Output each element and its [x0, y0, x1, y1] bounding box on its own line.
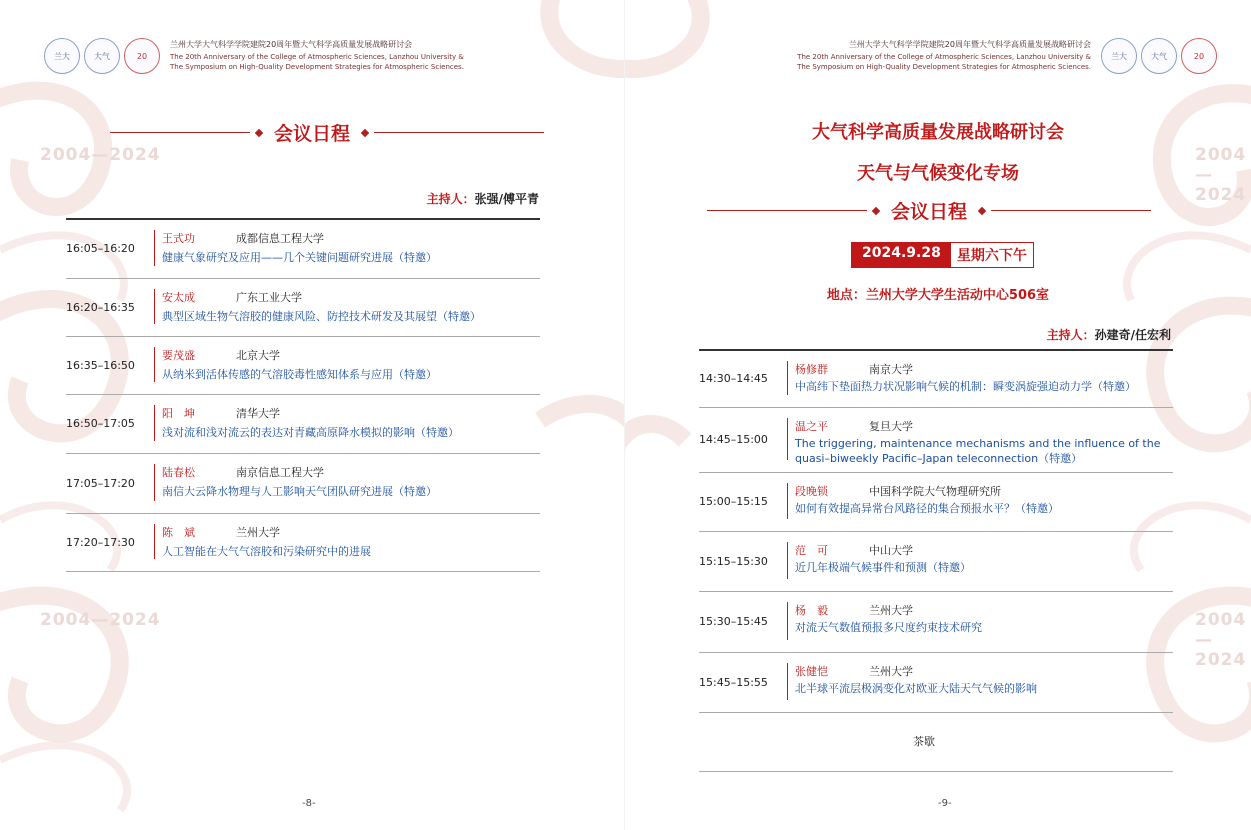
- session-title: 天气与气候变化专场: [857, 163, 1019, 184]
- header-text: [797, 40, 1091, 72]
- header-text: [170, 40, 464, 72]
- schedule-row: [699, 351, 1173, 408]
- date-value: 2024.9.28: [852, 243, 951, 267]
- page-right: [625, 0, 1251, 830]
- logo-group: [44, 38, 160, 74]
- talk-title: 近几年极端气候事件和预测（特邀）: [795, 561, 971, 574]
- talk-title: quasi–biweekly Pacific–Japan teleconnection（特邀）: [795, 452, 1083, 465]
- schedule-row: [699, 532, 1173, 592]
- speaker-institution: 北京大学: [236, 349, 280, 362]
- schedule-row: [66, 395, 540, 454]
- page-number: -8-: [302, 798, 316, 809]
- section-title: [707, 197, 1151, 224]
- speaker-marker: [787, 418, 788, 460]
- diamond-icon: [978, 206, 986, 214]
- schedule-row: [66, 454, 540, 514]
- speaker-institution: 中山大学: [869, 544, 913, 557]
- diamond-icon: [361, 128, 369, 136]
- header-title-zh: 兰州大学大气科学学院建院20周年暨大气科学高质量发展战略研讨会: [170, 40, 413, 49]
- time-slot: 14:30–14:45: [699, 372, 768, 385]
- section-title-text: 会议日程: [891, 201, 968, 223]
- schedule-row: [699, 592, 1173, 653]
- header-title-en-1: The 20th Anniversary of the College of Atmospheric Sciences, Lanzhou University &: [797, 53, 1091, 61]
- time-slot: 14:45–15:00: [699, 433, 768, 446]
- university-logo: 兰大: [44, 38, 80, 74]
- tea-break: 茶歇: [913, 735, 935, 748]
- speaker-institution: 中国科学院大气物理研究所: [869, 485, 1001, 498]
- host-line: [427, 190, 539, 207]
- speaker-name: 陆春松: [162, 466, 195, 479]
- speaker-name: 杨 毅: [795, 604, 828, 617]
- time-slot: 16:35–16:50: [66, 358, 135, 372]
- speaker-marker: [787, 542, 788, 579]
- page-number: -9-: [938, 798, 952, 809]
- talk-title: 如何有效提高异常台风路径的集合预报水平？（特邀）: [795, 502, 1059, 515]
- speaker-marker: [154, 524, 155, 559]
- speaker-name: 温之平: [795, 420, 828, 433]
- speaker-institution: 成都信息工程大学: [236, 232, 324, 245]
- anniversary-logo: 20: [124, 38, 160, 74]
- watermark-year: 2004—2024: [40, 610, 161, 630]
- speaker-name: 陈 斌: [162, 526, 195, 539]
- speaker-marker: [154, 289, 155, 324]
- speaker-marker: [787, 361, 788, 395]
- schedule-row: [699, 473, 1173, 532]
- speaker-marker: [787, 602, 788, 640]
- header-title-en-1: The 20th Anniversary of the College of Atmospheric Sciences, Lanzhou University &: [170, 53, 464, 61]
- speaker-name: 杨修群: [795, 363, 828, 376]
- date-badge: [851, 242, 1034, 268]
- time-slot: 16:05–16:20: [66, 242, 135, 255]
- host-line: [1047, 326, 1171, 343]
- speaker-marker: [154, 405, 155, 441]
- host-label: 主持人：: [1046, 328, 1095, 342]
- schedule-row: [66, 220, 540, 279]
- speaker-marker: [154, 347, 155, 382]
- host-names: 孙建奇/任宏利: [1094, 328, 1171, 342]
- speaker-marker: [787, 663, 788, 700]
- time-slot: 15:30–15:45: [699, 615, 768, 628]
- schedule-table: [66, 218, 540, 572]
- header-title-zh: 兰州大学大气科学学院建院20周年暨大气科学高质量发展战略研讨会: [848, 40, 1091, 49]
- time-slot: 16:50–17:05: [66, 417, 135, 430]
- speaker-name: 要茂盛: [162, 349, 195, 362]
- talk-title: 人工智能在大气气溶胶和污染研究中的进展: [162, 545, 371, 558]
- speaker-institution: 广东工业大学: [236, 291, 302, 304]
- speaker-marker: [154, 230, 155, 266]
- talk-title: 南信大云降水物理与人工影响天气团队研究进展（特邀）: [162, 485, 437, 498]
- header-title-en-2: The Symposium on High-Quality Development Strategies for Atmospheric Sciences.: [170, 63, 464, 71]
- university-logo: 兰大: [1101, 38, 1137, 74]
- talk-title: The triggering, maintenance mechanisms and the influence of the: [795, 437, 1161, 450]
- time-slot: 15:45–15:55: [699, 675, 768, 689]
- header: [797, 38, 1217, 74]
- venue-line: 地点：兰州大学大学生活动中心506室: [826, 288, 1050, 303]
- schedule-rows: [699, 351, 1173, 713]
- speaker-name: 安太成: [162, 291, 195, 304]
- time-slot: 15:15–15:30: [699, 554, 768, 568]
- host-names: 张强/傅平青: [474, 192, 539, 206]
- section-title-text: 会议日程: [274, 123, 351, 145]
- time-slot: 17:05–17:20: [66, 476, 135, 490]
- speaker-name: 阳 坤: [162, 407, 195, 420]
- watermark-year: 2004—2024: [1195, 610, 1247, 670]
- speaker-institution: 兰州大学: [869, 604, 913, 617]
- watermark-year: 2004—2024: [1195, 145, 1247, 205]
- time-slot: 15:00–15:15: [699, 495, 768, 508]
- talk-title: 中高纬下垫面热力状况影响气候的机制：瞬变涡旋强迫动力学（特邀）: [795, 380, 1136, 393]
- diamond-icon: [872, 206, 880, 214]
- weekday-value: 星期六下午: [956, 248, 1027, 264]
- schedule-table: [699, 349, 1173, 772]
- speaker-institution: 南京信息工程大学: [236, 466, 324, 479]
- watermark-year: 2004—2024: [40, 145, 161, 165]
- time-slot: 16:20–16:35: [66, 300, 135, 314]
- schedule-row: [66, 279, 540, 337]
- header: [44, 38, 464, 74]
- schedule-row: [699, 408, 1173, 473]
- anniversary-logo: 20: [1181, 38, 1217, 74]
- speaker-name: 张健恺: [795, 665, 828, 678]
- talk-title: 从纳米到活体传感的气溶胶毒性感知体系与应用（特邀）: [162, 368, 437, 381]
- speaker-institution: 复旦大学: [869, 420, 913, 433]
- speaker-marker: [154, 464, 155, 501]
- college-logo: 大气: [1141, 38, 1177, 74]
- schedule-rows: [66, 220, 540, 572]
- speaker-institution: 兰州大学: [869, 665, 913, 678]
- talk-title: 对流天气数值预报多尺度约束技术研究: [795, 621, 982, 634]
- talk-title: 浅对流和浅对流云的表达对青藏高原降水模拟的影响（特邀）: [162, 426, 459, 439]
- talk-title: 健康气象研究及应用——几个关键问题研究进展（特邀）: [162, 251, 437, 264]
- speaker-institution: 南京大学: [869, 363, 913, 376]
- section-title: [110, 119, 544, 146]
- speaker-institution: 清华大学: [236, 407, 280, 420]
- schedule-row: [66, 337, 540, 395]
- college-logo: 大气: [84, 38, 120, 74]
- logo-group: [1101, 38, 1217, 74]
- speaker-name: 王式功: [162, 232, 195, 245]
- diamond-icon: [255, 128, 263, 136]
- host-label: 主持人：: [426, 192, 475, 206]
- talk-title: 典型区域生物气溶胶的健康风险、防控技术研发及其展望（特邀）: [162, 310, 481, 323]
- time-slot: 17:20–17:30: [66, 535, 135, 549]
- header-title-en-2: The Symposium on High-Quality Development Strategies for Atmospheric Sciences.: [797, 63, 1091, 71]
- talk-title: 北半球平流层极涡变化对欧亚大陆天气气候的影响: [795, 682, 1037, 695]
- schedule-row: [699, 653, 1173, 713]
- page-left: [0, 0, 625, 830]
- schedule-row: [66, 514, 540, 572]
- speaker-name: 范 可: [795, 544, 828, 557]
- symposium-title: 大气科学高质量发展战略研讨会: [812, 122, 1064, 143]
- tea-break-row: [699, 713, 1173, 772]
- speaker-institution: 兰州大学: [236, 526, 280, 539]
- speaker-marker: [787, 483, 788, 519]
- speaker-name: 段晚锁: [795, 485, 828, 498]
